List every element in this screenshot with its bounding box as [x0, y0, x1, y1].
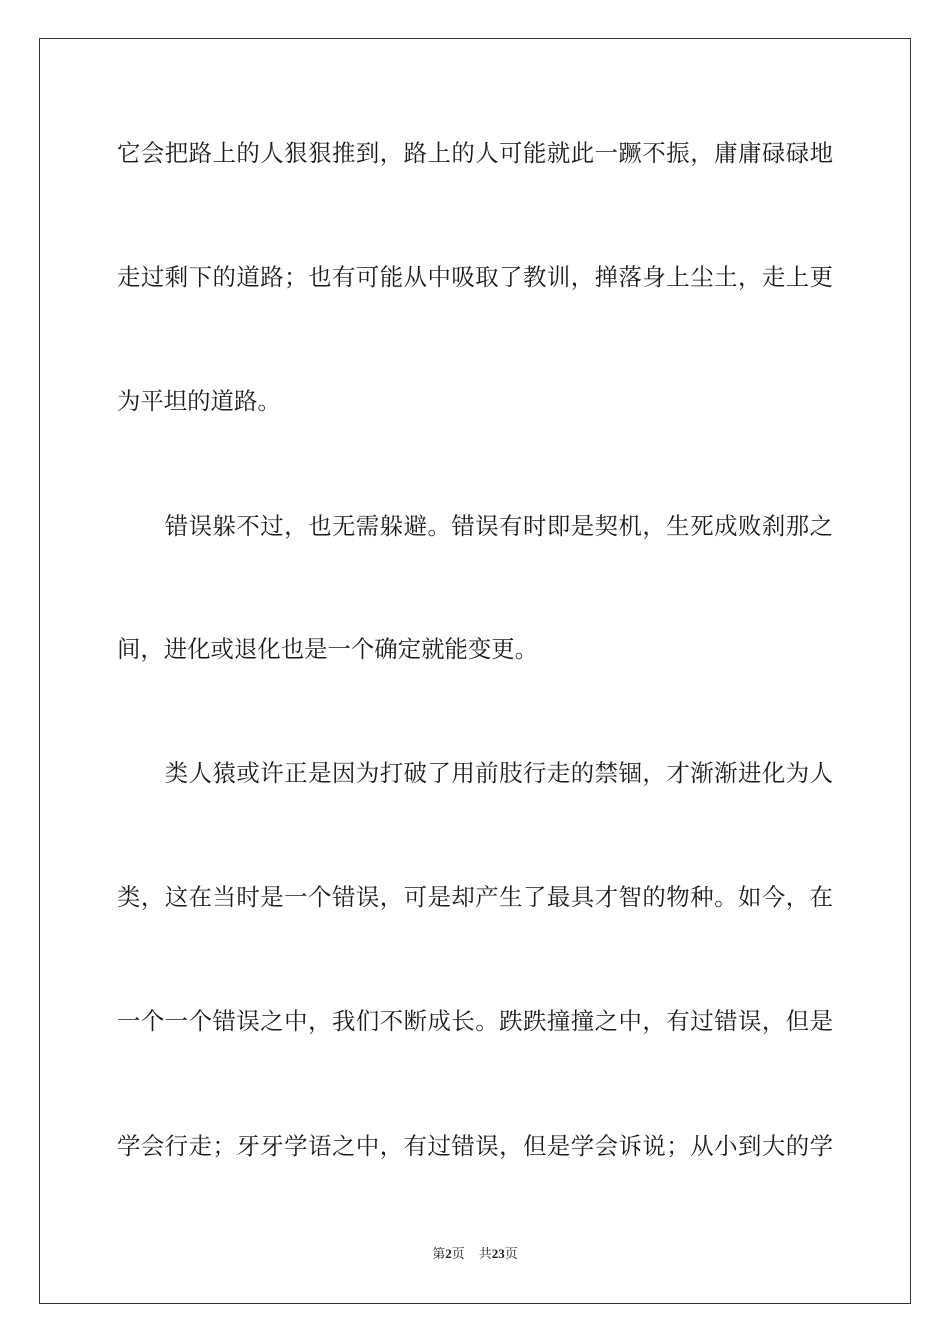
page-border [39, 38, 911, 1304]
body-line-2: 走过剩下的道路；也有可能从中吸取了教训，掸落身上尘土，走上更 [117, 263, 833, 291]
page-total: 23 [491, 1246, 505, 1261]
total-suffix: 页 [504, 1247, 518, 1262]
body-line-6: 类人猿或许正是因为打破了用前肢行走的禁锢，才渐渐进化为人 [117, 759, 833, 787]
page-footer [0, 1245, 950, 1264]
total-prefix: 共 [478, 1247, 492, 1262]
body-line-3: 为平坦的道路。 [117, 387, 281, 415]
page-current: 2 [445, 1246, 452, 1261]
body-line-5: 间，进化或退化也是一个确定就能变更。 [117, 635, 539, 663]
page-suffix: 页 [451, 1247, 465, 1262]
body-line-4: 错误躲不过，也无需躲避。错误有时即是契机，生死成败刹那之 [117, 512, 833, 540]
body-line-8: 一个一个错误之中，我们不断成长。跌跌撞撞之中，有过错误，但是 [117, 1007, 833, 1035]
body-line-7: 类，这在当时是一个错误，可是却产生了最具才智的物种。如今，在 [117, 883, 833, 911]
body-line-1: 它会把路上的人狠狠推到，路上的人可能就此一蹶不振，庸庸碌碌地 [117, 139, 833, 167]
body-line-9: 学会行走；牙牙学语之中，有过错误，但是学会诉说；从小到大的学 [117, 1132, 833, 1160]
page-prefix: 第 [432, 1247, 446, 1262]
